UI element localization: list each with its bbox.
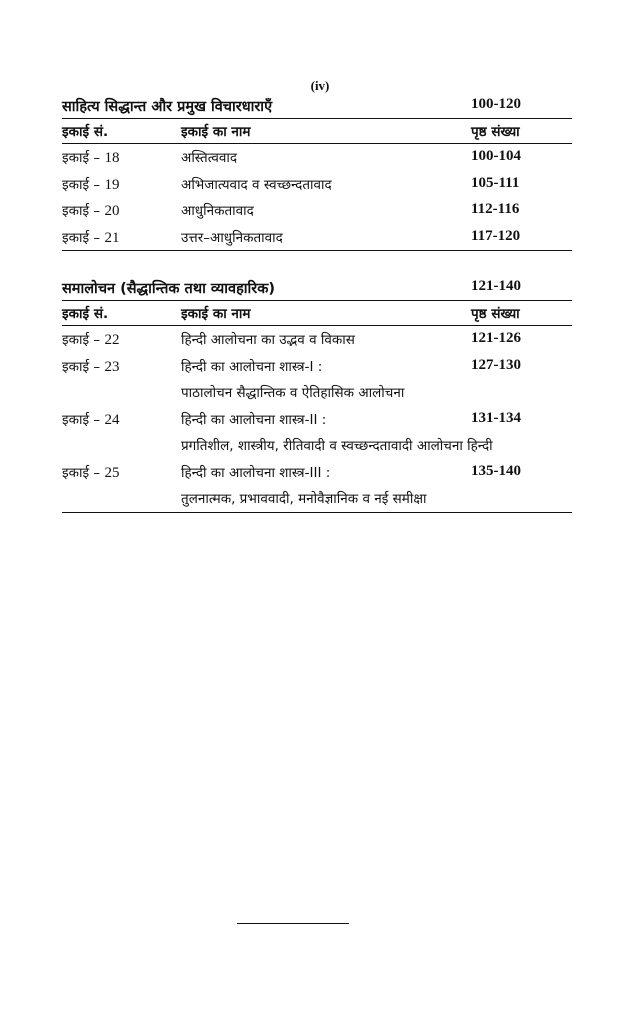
unit-number: इकाई – 22 — [62, 332, 120, 348]
unit-pages: 112-116 — [471, 201, 520, 217]
table-row — [62, 171, 572, 198]
column-header-unit-name: इकाई का नाम — [181, 306, 251, 322]
column-header-row — [62, 301, 572, 325]
footer-divider — [237, 923, 349, 924]
table-row — [62, 459, 572, 512]
unit-number: इकाई – 18 — [62, 150, 120, 166]
table-row — [62, 353, 572, 406]
unit-pages: 100-104 — [471, 148, 521, 164]
section-page-range: 121-140 — [471, 278, 521, 294]
unit-name-line2: प्रगतिशील, शास्त्रीय, रीतिवादी व स्वच्छन्दतावादी आलोचना हिन्दी — [181, 437, 493, 454]
column-header-unit-name: इकाई का नाम — [181, 124, 251, 140]
unit-name: हिन्दी का आलोचना शास्त्र-III : — [181, 464, 331, 481]
table-row — [62, 144, 572, 171]
table-row — [62, 197, 572, 224]
unit-pages: 127-130 — [471, 356, 521, 373]
unit-number: इकाई – 24 — [62, 411, 120, 428]
column-header-unit-no: इकाई सं. — [62, 124, 109, 140]
table-row — [62, 224, 572, 251]
section-1 — [62, 94, 572, 251]
unit-pages: 135-140 — [471, 462, 521, 479]
unit-name-line2: तुलनात्मक, प्रभाववादी, मनोवैज्ञानिक व नई समीक्षा — [181, 490, 427, 507]
unit-number: इकाई – 23 — [62, 358, 120, 375]
unit-name-line2: पाठालोचन सैद्धान्तिक व ऐतिहासिक आलोचना — [181, 384, 405, 401]
unit-pages: 131-134 — [471, 409, 521, 426]
unit-name: हिन्दी आलोचना का उद्भव व विकास — [181, 332, 355, 348]
table-row — [62, 326, 572, 353]
unit-number: इकाई – 19 — [62, 176, 120, 193]
section-2 — [62, 276, 572, 513]
column-header-row — [62, 119, 572, 143]
table-row — [62, 406, 572, 459]
unit-name: अस्तित्ववाद — [181, 150, 238, 166]
column-header-page-count: पृष्ठ संख्या — [471, 124, 520, 140]
section-page-range: 100-120 — [471, 96, 521, 112]
unit-number: इकाई – 20 — [62, 203, 120, 219]
column-header-page-count: पृष्ठ संख्या — [471, 306, 520, 322]
unit-name: हिन्दी का आलोचना शास्त्र-II : — [181, 411, 327, 428]
section-title: समालोचन (सैद्धान्तिक तथा व्यावहारिक) — [62, 281, 275, 297]
section-header — [62, 94, 572, 118]
page-number: (iv) — [310, 78, 330, 93]
unit-name: हिन्दी का आलोचना शास्त्र-I : — [181, 358, 323, 375]
unit-name: आधुनिकतावाद — [181, 203, 254, 219]
section-header — [62, 276, 572, 300]
unit-pages: 117-120 — [471, 227, 521, 244]
section-title: साहित्य सिद्धान्त और प्रमुख विचारधाराएँ — [62, 99, 273, 115]
unit-name: उत्तर–आधुनिकतावाद — [181, 229, 283, 246]
column-header-unit-no: इकाई सं. — [62, 306, 109, 322]
unit-name: अभिजात्यवाद व स्वच्छन्दतावाद — [181, 176, 332, 193]
unit-number: इकाई – 21 — [62, 229, 120, 246]
unit-pages: 121-126 — [471, 330, 521, 346]
section-end-rule — [62, 250, 572, 251]
unit-pages: 105-111 — [471, 174, 520, 191]
unit-number: इकाई – 25 — [62, 464, 120, 481]
section-end-rule — [62, 512, 572, 513]
